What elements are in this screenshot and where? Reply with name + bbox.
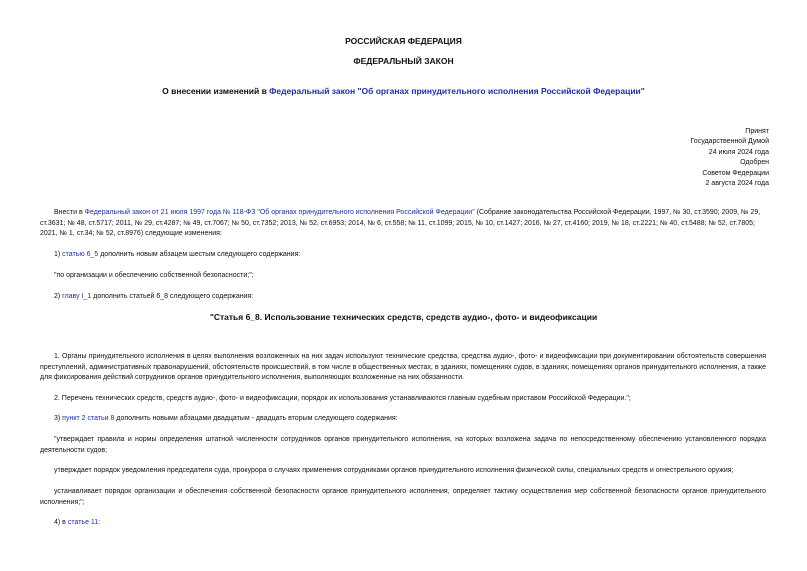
law-title [0, 86, 807, 96]
adoption-line: Принят [745, 128, 769, 135]
intro-law-link[interactable]: Федеральный закон от 21 июля 1997 года № 118-ФЗ "Об органах принудительного исполнения Российской Федерации" [84, 209, 475, 216]
item-3-quote-1: "утверждает правила и нормы определения штатной численности сотрудников органов принудительного исполнения, на которых возложена задача по непосредственному обеспечению установленного порядка деятельности судов; [40, 436, 766, 454]
adoption-line: Советом Федерации [702, 169, 769, 177]
article-title: "Статья 6_8. Использование технических средств, средств аудио-, фото- и видеофиксации [209, 312, 598, 322]
item-4 [40, 518, 766, 529]
law-title-prefix: О внесении изменений в [162, 86, 270, 96]
item-2-text: дополнить статьей 6_8 следующего содержания: [91, 293, 254, 300]
adoption-line: 2 августа 2024 года [705, 180, 769, 188]
adoption-line: 24 июля 2024 года [708, 148, 769, 156]
article-paragraph-2: 2. Перечень технических средств, средств аудио-, фото- и видеофиксации, порядок их использования устанавливаются главным судебным приставом Российской Федерации."; [54, 395, 631, 402]
intro-suffix: (Собрание законодательства Российской Федерации, 1997, № 30, ст.3590; 2009, № 29, ст.3631; № 48, ст.5717; 2011, № 29, ст.4287; № 49, ст.7067; № 50, ст.7352; 2013, № 52, ст.6953; 2014, № 6, ст.558; № 11, ст.1099; 2015, № 10, ст.1427; 2016, № 27, ст.4160; 2019, № 18, ст.2221; № 40, ст.5488; № 52, ст.7805; 2021, № 1, ст.34; № 52, ст.8976) следующие изменения: [40, 209, 761, 237]
item-3-num: 3) [54, 415, 63, 422]
item-1-num: 1) [54, 251, 63, 258]
item-4-text: : [98, 519, 101, 526]
item-3 [40, 414, 766, 425]
item-1 [40, 250, 766, 261]
country-heading: РОССИЙСКАЯ ФЕДЕРАЦИЯ [345, 36, 462, 46]
adoption-line: Одобрен [740, 159, 769, 167]
item-3-link[interactable]: пункт 2 статьи 8 [62, 415, 115, 422]
item-1-quote: "по организации и обеспечению собственной безопасности;"; [54, 272, 254, 279]
law-type-heading: ФЕДЕРАЛЬНЫЙ ЗАКОН [353, 56, 454, 66]
item-3-text: дополнить новыми абзацами двадцатым - двадцать вторым следующего содержания: [114, 415, 398, 422]
item-2-num: 2) [54, 293, 63, 300]
item-1-link[interactable]: статью 6_5 [62, 251, 99, 258]
adoption-line: Государственной Думой [690, 138, 769, 146]
item-2-link[interactable]: главу I_1 [62, 293, 92, 300]
item-4-num: 4) в [54, 519, 68, 526]
item-3-quote-2: утверждает порядок уведомления председателя суда, прокурора о случаях применения сотрудниками органов принудительного исполнения физической силы, специальных средств и огнестрельного оружия; [54, 467, 734, 474]
item-1-text: дополнить новым абзацем шестым следующего содержания: [98, 251, 301, 258]
intro-paragraph [40, 208, 766, 240]
law-title-link[interactable]: Федеральный закон "Об органах принудительного исполнения Российской Федерации" [269, 86, 645, 96]
item-2 [40, 292, 766, 303]
intro-prefix: Внести в [54, 209, 85, 216]
article-paragraph-1: 1. Органы принудительного исполнения в целях выполнения возложенных на них задач используют технические средства, средства аудио-, фото- и видеофиксации при документировании обстоятельств совершения преступлений, административных правонарушений, обстоятельств происшествий, в том числе в общественных местах, в зданиях, помещениях судов, в зданиях, помещениях органов принудительного исполнения, а также для фиксирования действий сотрудников органов принудительного исполнения, выполняющих возложенные на них обязанности. [40, 353, 766, 381]
item-3-quote-3: устанавливает порядок организации и обеспечения собственной безопасности органов принудительного исполнения, определяет тактику осуществления мер собственной безопасности органов принудительного исполнения;"; [40, 488, 766, 506]
adoption-block [569, 127, 769, 189]
item-4-link[interactable]: статье 11 [67, 519, 99, 526]
